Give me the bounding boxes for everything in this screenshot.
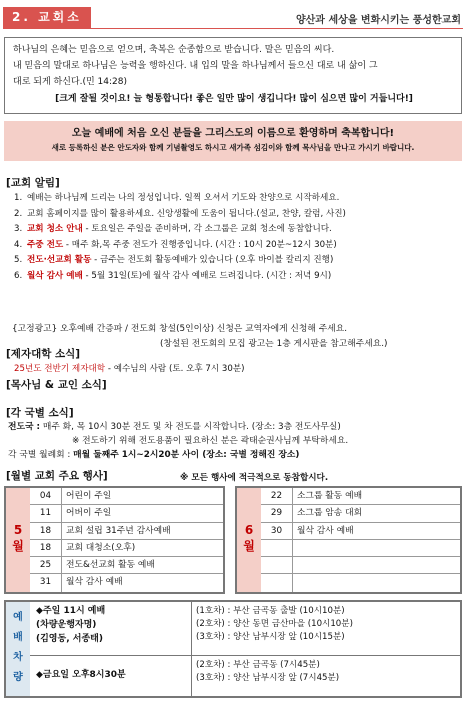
table-row: 11 어버이 주일 xyxy=(30,505,223,522)
table-row: 29 소그룹 암송 대회 xyxy=(261,505,460,522)
mission-title: [각 국별 소식] xyxy=(6,407,74,419)
verse-line: 대로 되게 하신다.(민 14:28) xyxy=(13,77,127,87)
seminary-title: [제자대학 소식] xyxy=(6,348,81,360)
ad-line: (창설된 전도회의 모집 광고는 1층 게시판을 참고해주세요.) xyxy=(160,339,388,349)
news-list xyxy=(14,191,462,285)
mission-label: 전도국 : xyxy=(8,422,41,432)
mission-line: 매월 둘째주 1시~2시20분 사이 (장소: 국별 정해진 장소) xyxy=(73,450,300,460)
sunday-bus xyxy=(30,602,460,656)
bus-route: (2호차) : 부산 금곡동 (7시45분) xyxy=(196,660,320,670)
mission-info xyxy=(8,420,462,462)
list-item: 3. 교회 청소 안내 - 토요일은 주일을 준비하며, 각 소그룹은 교회 청소에 동참합니다. xyxy=(14,224,332,235)
june-calendar xyxy=(235,486,462,594)
table-row xyxy=(261,574,460,591)
welcome-headline: 오늘 예배에 처음 오신 분들을 그리스도의 이름으로 환영하며 축복합니다! xyxy=(71,128,395,139)
list-item: 1. 예배는 하나님께 드리는 나의 정성입니다. 일찍 오셔서 기도와 찬양으로 시작하세요. xyxy=(14,193,340,203)
seminary-course: 25년도 전반기 제자대학 xyxy=(14,364,106,374)
mission-line: ※ 전도하기 위해 전도용품이 필요하신 분은 곽태순권사님께 부탁하세요. xyxy=(72,436,349,446)
section-header xyxy=(3,7,463,45)
bus-route: (3호차) : 양산 남부시장 앞 (7시45분) xyxy=(196,673,340,683)
verse-line: 하나님의 은혜는 믿음으로 얻으며, 축복은 순종함으로 받습니다. 말은 믿음의 씨다. xyxy=(13,45,335,55)
month-label: 5 월 xyxy=(6,488,30,592)
may-calendar xyxy=(4,486,225,594)
list-item: 2. 교회 홈페이지를 많이 활용하세요. 신앙생활에 도움이 됩니다.(설교, 찬양, 칼럼, 사진) xyxy=(14,208,346,219)
section-title: 2. 교회소식 xyxy=(3,7,91,28)
bus-route: (3호차) : 양산 남부시장 앞 (10시15분) xyxy=(196,632,345,642)
bus-service-time: ◆금요일 오후8시30분 xyxy=(36,670,126,680)
table-row: 31 월삭 감사 예배 xyxy=(30,574,223,591)
bus-drivers: (김영동, 서종태) xyxy=(36,634,103,644)
pastor-news-title: [목사님 & 교인 소식] xyxy=(6,379,107,391)
mission-line: 각 국별 월례회 : xyxy=(8,450,74,460)
table-row: 04 어린이 주일 xyxy=(30,488,223,505)
events-note: ※ 모든 행사에 적극적으로 동참합시다. xyxy=(180,473,329,483)
list-item: 4. 주중 전도 - 매주 화,목 주중 전도가 진행중입니다. (시간 : 10시 20분~12시 30분) xyxy=(14,239,337,250)
bus-service-time: ◆주일 11시 예배 xyxy=(36,606,106,616)
list-item: 5. 전도·선교회 활동 - 금주는 전도회 활동예배가 있습니다 (오후 바이블 칼리지 진행) xyxy=(14,255,334,266)
table-row xyxy=(261,557,460,574)
welcome-banner xyxy=(4,121,462,161)
events-title: [월별 교회 주요 행사] xyxy=(6,470,108,482)
verse-box xyxy=(4,37,462,114)
bus-route: (2호차) : 양산 동면 금산마을 (10시10분) xyxy=(196,619,353,629)
verse-emphasis: [크게 잘될 것이요! 늘 형통합니다! 좋은 일만 많이 생깁니다! 많이 심으면 많이 거둡니다!] xyxy=(55,94,413,104)
verse-line: 내 믿음의 말대로 하나님은 능력을 행하신다. 내 입의 말을 하나님께서 들으신 대로 내 삶이 그 xyxy=(13,61,378,71)
seminary-info xyxy=(14,362,245,376)
friday-bus xyxy=(30,656,460,696)
table-row: 18 교회 설립 31주년 감사예배 xyxy=(30,523,223,540)
bus-drivers-label: (차량운행자명) xyxy=(36,620,97,630)
table-row: 18 교회 대청소(오후) xyxy=(30,540,223,557)
bus-schedule xyxy=(4,600,462,698)
list-item: 6. 월삭 감사 예배 - 5월 31일(토)에 월삭 감사 예배로 드려집니다. (시간 : 저녁 9시) xyxy=(14,270,332,281)
table-row: 30 월삭 감사 예배 xyxy=(261,523,460,540)
bus-label: 예 배 차 량 xyxy=(6,602,30,696)
news-title: [교회 알림] xyxy=(6,177,60,189)
table-row: 22 소그룹 활동 예배 xyxy=(261,488,460,505)
welcome-subtext: 새로 등록하신 분은 안도자와 함께 기념촬영도 하시고 새가족 섬김이와 함께 목사님을 만나고 가시기 바랍니다. xyxy=(51,143,415,152)
table-row xyxy=(261,540,460,557)
mission-line: 매주 화, 목 10시 30분 전도 및 차 전도를 시작합니다. (장소: 3층 전도사무실) xyxy=(42,422,341,432)
bus-route: (1호차) : 부산 금곡동 출발 (10시10분) xyxy=(196,606,345,616)
ad-line: {고정광고} 오후예배 간증파 / 전도회 창설(5인이상) 신청은 교역자에게 신청해 주세요. xyxy=(12,324,348,334)
church-slogan: 양산과 세상을 변화시키는 풍성한교회 xyxy=(295,15,461,26)
table-row: 25 전도&선교회 활동 예배 xyxy=(30,557,223,574)
seminary-detail: - 예수님의 사람 (토. 오후 7시 30분) xyxy=(105,364,245,374)
month-label: 6 월 xyxy=(237,488,261,592)
